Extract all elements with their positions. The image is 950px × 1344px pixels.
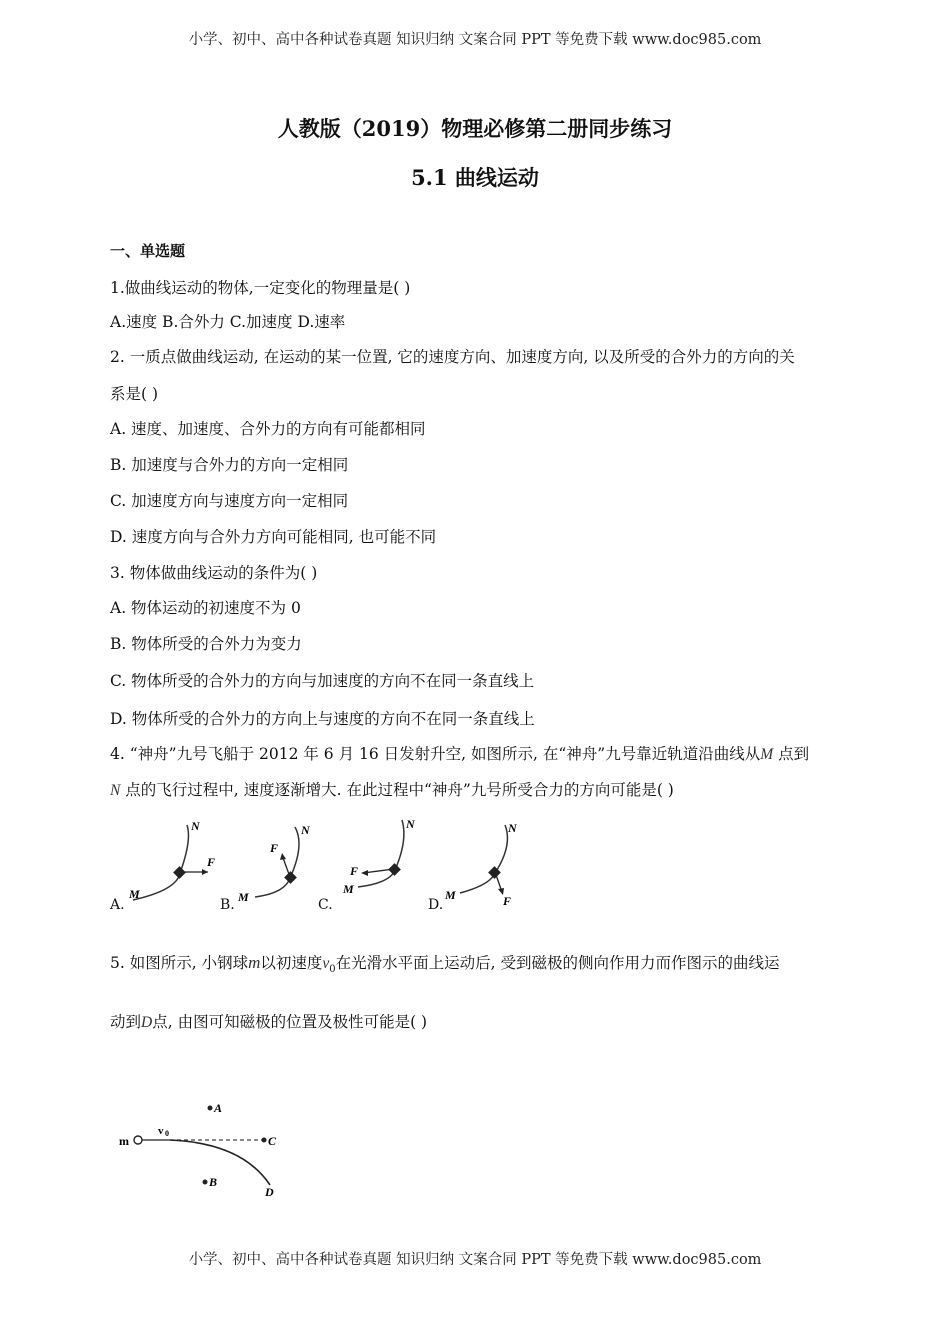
q5-symbol-v: v [322,955,330,972]
q3-option-a: A. 物体运动的初速度不为 0 [110,599,301,617]
q3-stem: 3. 物体做曲线运动的条件为( ) [110,564,318,582]
q2-option-b: B. 加速度与合外力的方向一定相同 [110,456,349,474]
q5-label-d: D [265,1185,274,1199]
q4-b-arrowhead [280,853,286,860]
document-subtitle: 5.1 曲线运动 [411,165,539,190]
q4-symbol-n: N [110,782,121,799]
q5-text-part3: 在光滑水平面上运动后, 受到磁极的侧向作用力而作图示的曲线运 [335,954,780,972]
q4-figure-c [342,817,416,896]
document-title: 人教版（2019）物理必修第二册同步练习 [277,116,673,141]
q4-a-label-n: N [191,819,200,833]
q4-option-label-b: B. [220,897,235,913]
q2-option-d: D. 速度方向与合外力方向可能相同, 也可能不同 [110,528,437,546]
q2-stem-line1: 2. 一质点做曲线运动, 在运动的某一位置, 它的速度方向、加速度方向, 以及所受的合外力的方向的关 [110,348,795,366]
page-header: 小学、初中、高中各种试卷真题 知识归纳 文案合同 PPT 等免费下载 www.doc985.com [188,32,762,48]
q4-d-label-m: M [445,888,456,902]
q5-label-m: m [119,1134,129,1148]
q4-d-label-f: F [503,894,512,908]
q5-text-part2: 以初速度 [260,954,323,972]
q5-symbol-d: D [141,1014,153,1031]
q4-figure-b [237,823,311,904]
q4-stem-line2 [110,778,674,800]
q5-text-part1: 5. 如图所示, 小钢球 [110,954,249,972]
q4-c-trajectory [358,820,404,887]
q4-a-trajectory [133,825,188,900]
q5-label-v: v [158,1125,164,1137]
q5-label-b: B [209,1175,218,1189]
q3-option-c: C. 物体所受的合外力的方向与加速度的方向不在同一条直线上 [110,672,535,690]
q4-b-trajectory [255,827,299,897]
q4-option-label-c: C. [318,897,333,913]
q5-curve-path [170,1140,270,1185]
q4-c-label-f: F [350,864,359,878]
q4-d-label-n: N [508,821,517,835]
q3-option-d: D. 物体所受的合外力的方向上与速度的方向不在同一条直线上 [110,710,535,728]
section-heading: 一、单选题 [110,242,186,260]
q5-symbol-v-sub: 0 [329,964,336,975]
q5-point-a [208,1106,213,1111]
q4-b-ship [284,871,297,884]
q2-option-c: C. 加速度方向与速度方向一定相同 [110,492,349,510]
q5-stem-line2 [110,1010,427,1032]
q4-c-arrowhead [361,870,368,876]
q4-a-label-f: F [207,855,216,869]
q5-figure [112,1095,312,1205]
q4-option-label-d: D. [428,897,444,913]
q4-symbol-m: M [760,746,774,763]
q1-options: A.速度 B.合外力 C.加速度 D.速率 [110,313,346,331]
q1-stem: 1.做曲线运动的物体,一定变化的物理量是( ) [110,279,411,297]
q4-b-label-f: F [270,841,279,855]
q5-label-c: C [268,1134,277,1148]
q5-stem-line1 [110,951,780,975]
q5-ball [134,1136,142,1144]
q4-text-part1: 4. “神舟”九号飞船于 2012 年 6 月 16 日发射升空, 如图所示, 在“神舟”九号靠近轨道沿曲线从 [110,745,761,763]
q5-point-b [203,1180,208,1185]
q4-b-label-n: N [301,823,310,837]
q4-text-part3: 点的飞行过程中, 速度逐渐增大. 在此过程中“神舟”九号所受合力的方向可能是( ) [120,781,674,799]
q5-label-a: A [214,1101,223,1115]
q4-text-part2: 点到 [773,745,810,763]
q4-figure-a [128,819,215,901]
q5-point-c [262,1138,267,1143]
q5-text-part5: 点, 由图可知磁极的位置及极性可能是( ) [152,1013,428,1031]
q4-a-arrowhead [202,869,208,875]
q5-symbol-m: m [248,953,261,972]
q4-b-label-m: M [238,890,249,904]
q2-option-a: A. 速度、加速度、合外力的方向有可能都相同 [110,420,426,438]
q4-d-trajectory [460,825,507,893]
q3-option-b: B. 物体所受的合外力为变力 [110,635,302,653]
q5-label-v-sub: 0 [165,1129,169,1138]
q4-c-label-m: M [343,882,354,896]
q4-stem-line1 [110,742,809,764]
q4-c-label-n: N [406,817,415,831]
q4-option-label-a: A. [110,897,125,913]
q2-stem-line2: 系是( ) [110,385,159,403]
q5-text-part4: 动到 [110,1013,142,1031]
page-footer: 小学、初中、高中各种试卷真题 知识归纳 文案合同 PPT 等免费下载 www.doc985.com [188,1252,762,1268]
q4-a-label-m: M [129,887,140,901]
q4-figure-d [444,821,518,908]
